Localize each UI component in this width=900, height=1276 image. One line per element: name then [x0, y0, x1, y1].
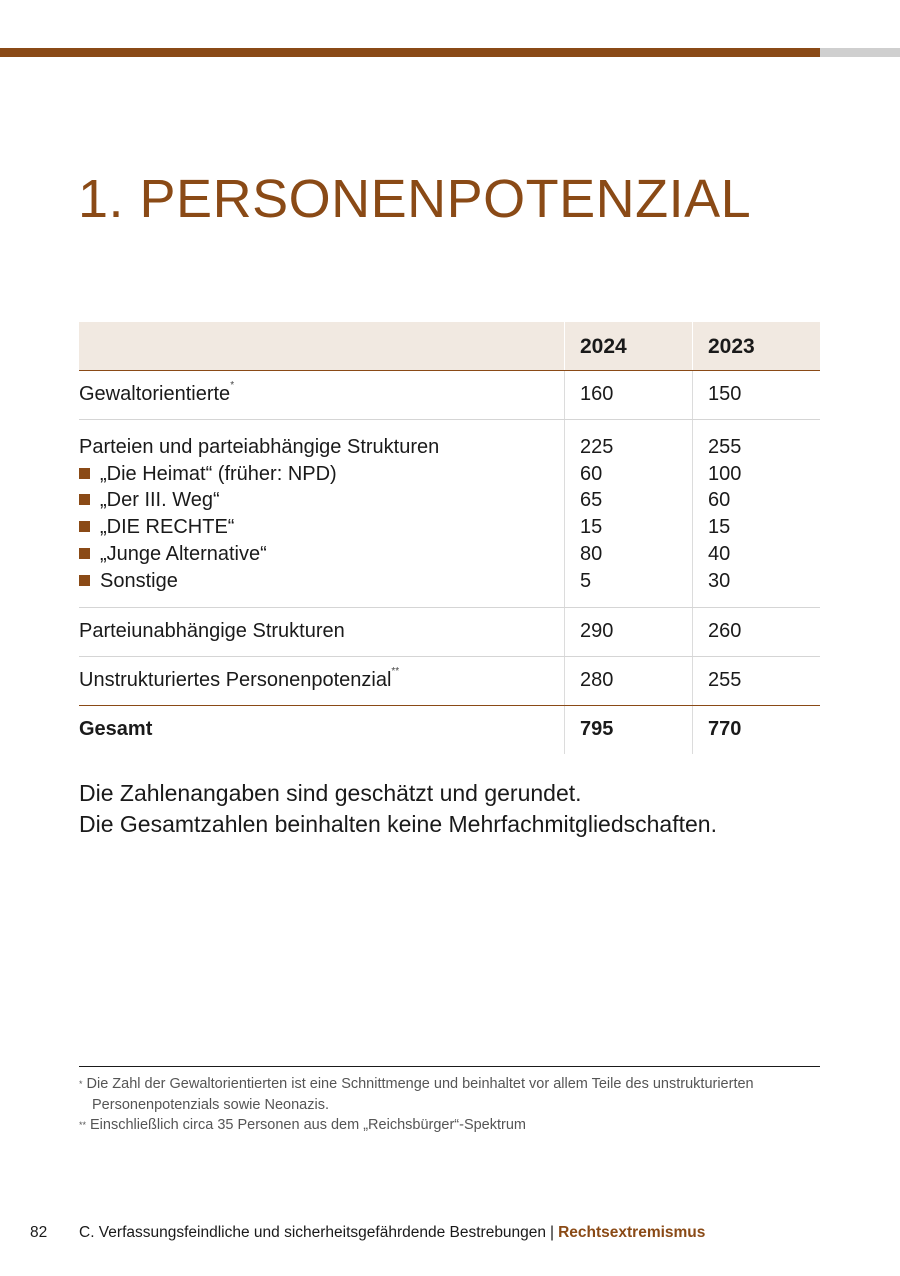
value-2023: 260 — [692, 608, 820, 656]
table-row-unstrukturiert — [79, 657, 820, 706]
note-line: Die Zahlenangaben sind geschätzt und gerundet. — [79, 780, 582, 806]
value-2024: 80 — [580, 542, 603, 565]
group-label: Parteien und parteiabhängige Strukturen — [79, 436, 440, 458]
value-2023: 100 — [708, 462, 742, 485]
footnote-marker: * — [230, 380, 235, 391]
value-2023: 60 — [708, 489, 731, 512]
value-2024: 290 — [564, 608, 692, 656]
row-label: Parteiunabhängige Strukturen — [79, 620, 345, 642]
row-label-group — [79, 420, 564, 607]
header-year-2024: 2024 — [564, 322, 692, 370]
header-label-cell — [79, 322, 564, 370]
footnote-mark: * — [79, 1079, 83, 1089]
value-2023: 255 — [708, 436, 742, 458]
table-row-parteien — [79, 420, 820, 608]
table-row-gesamt — [79, 706, 820, 754]
footer-section: C. Verfassungsfeindliche und sicherheitsgefährdende Bestrebungen — [79, 1224, 547, 1241]
footnote-1-continued: Personenpotenzials sowie Neonazis. — [92, 1096, 329, 1113]
value-2023: 255 — [692, 657, 820, 705]
sub-item-sonstige: Sonstige — [79, 568, 554, 595]
value-2023: 40 — [708, 542, 731, 565]
note-line: Die Gesamtzahlen beinhalten keine Mehrfachmitgliedschaften. — [79, 811, 717, 837]
total-label: Gesamt — [79, 718, 153, 740]
square-bullet-icon — [79, 468, 90, 479]
footnote-2: ** Einschließlich circa 35 Personen aus dem „Reichsbürger“-Spektrum — [79, 1117, 526, 1133]
square-bullet-icon — [79, 494, 90, 505]
page-title: 1. PERSONENPOTENZIAL — [78, 169, 752, 229]
row-label: Gewaltorientierte* — [79, 380, 235, 405]
value-2024: 280 — [564, 657, 692, 705]
footnote-marker: ** — [391, 666, 400, 677]
square-bullet-icon — [79, 575, 90, 586]
footnote-1: * Die Zahl der Gewaltorientierten ist eine Schnittmenge und beinhaltet vor allem Teile des unstrukturierten — [79, 1076, 754, 1092]
table-row-gewaltorientierte — [79, 371, 820, 420]
table-notes — [79, 778, 717, 840]
table-row-parteiunabhaengige — [79, 608, 820, 657]
sub-item-junge-alternative: „Junge Alternative“ — [79, 541, 554, 568]
sub-item-dritter-weg: „Der III. Weg“ — [79, 487, 554, 514]
value-2024: 225 — [580, 436, 614, 458]
total-2024: 795 — [564, 706, 692, 754]
top-gray-bar — [820, 48, 900, 57]
footnote-divider — [79, 1066, 820, 1067]
footer-chapter: Rechtsextremismus — [558, 1224, 706, 1241]
value-2024: 15 — [580, 516, 603, 539]
square-bullet-icon — [79, 548, 90, 559]
page-number: 82 — [30, 1224, 48, 1241]
top-accent-bar — [0, 48, 820, 57]
row-label: Unstrukturiertes Personenpotenzial** — [79, 666, 400, 691]
running-footer — [79, 1224, 705, 1242]
values-2024 — [564, 420, 692, 607]
value-2023: 150 — [692, 371, 820, 419]
value-2024: 5 — [580, 569, 592, 592]
value-2023: 15 — [708, 516, 731, 539]
value-2024: 65 — [580, 489, 603, 512]
square-bullet-icon — [79, 521, 90, 532]
sub-item-heimat: „Die Heimat“ (früher: NPD) — [79, 461, 554, 488]
sub-item-die-rechte: „DIE RECHTE“ — [79, 514, 554, 541]
footer-separator: | — [550, 1224, 555, 1241]
value-2024: 60 — [580, 462, 603, 485]
total-2023: 770 — [692, 706, 820, 754]
footnote-mark: ** — [79, 1120, 87, 1130]
header-year-2023: 2023 — [692, 322, 820, 370]
personenpotenzial-table — [79, 322, 820, 754]
value-2023: 30 — [708, 569, 731, 592]
value-2024: 160 — [564, 371, 692, 419]
table-header-row — [79, 322, 820, 371]
values-2023 — [692, 420, 820, 607]
footnotes — [79, 1074, 820, 1136]
